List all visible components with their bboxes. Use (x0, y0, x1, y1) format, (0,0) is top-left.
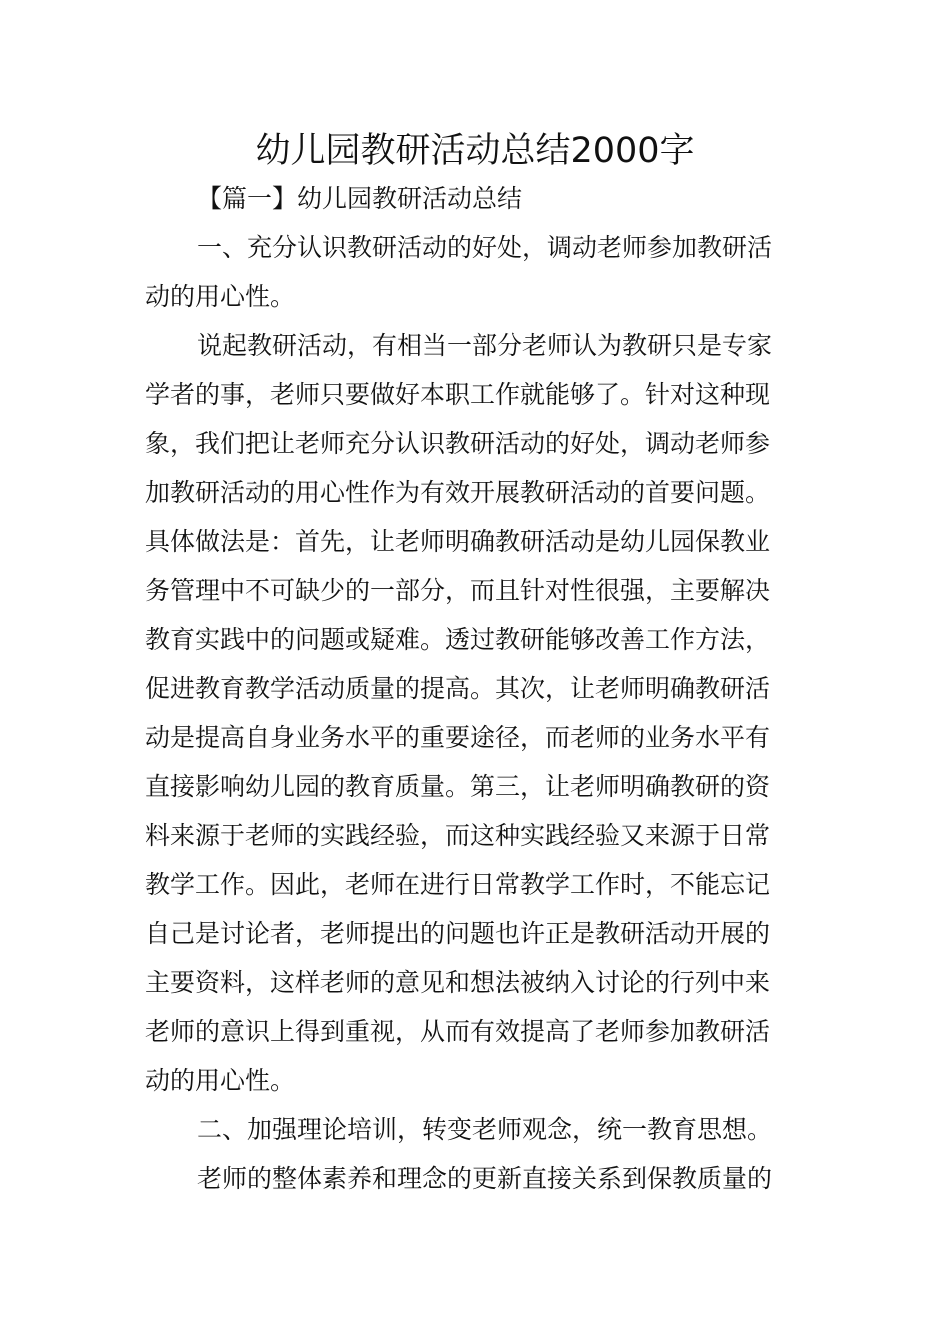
paragraph-line: 说起教研活动，有相当一部分老师认为教研只是专家 (197, 331, 773, 360)
document-body (145, 174, 807, 1203)
paragraph-line: 加教研活动的用心性作为有效开展教研活动的首要问题。 (145, 478, 771, 507)
paragraph-line: 教育实践中的问题或疑难。透过教研能够改善工作方法， (145, 625, 771, 654)
paragraph-line: 动的用心性。 (145, 1066, 296, 1095)
paragraph-line: 自己是讨论者，老师提出的问题也许正是教研活动开展的 (145, 919, 771, 948)
paragraph-line: 直接影响幼儿园的教育质量。第三，让老师明确教研的资 (145, 772, 771, 801)
paragraph-line: 促进教育教学活动质量的提高。其次，让老师明确教研活 (145, 674, 771, 703)
paragraph-line: 动是提高自身业务水平的重要途径，而老师的业务水平有 (145, 723, 771, 752)
document-title: 幼儿园教研活动总结2000字 (255, 131, 695, 171)
paragraph-line: 老师的意识上得到重视，从而有效提高了老师参加教研活 (145, 1017, 771, 1046)
section-heading: 【篇一】幼儿园教研活动总结 (197, 184, 523, 213)
paragraph-line: 务管理中不可缺少的一部分，而且针对性很强，主要解决 (145, 576, 771, 605)
paragraph-line: 具体做法是：首先，让老师明确教研活动是幼儿园保教业 (145, 527, 771, 556)
paragraph-line: 老师的整体素养和理念的更新直接关系到保教质量的 (197, 1164, 773, 1193)
paragraph-line: 主要资料，这样老师的意见和想法被纳入讨论的行列中来 (145, 968, 771, 997)
paragraph-line: 学者的事，老师只要做好本职工作就能够了。针对这种现 (145, 380, 771, 409)
paragraph-line: 教学工作。因此，老师在进行日常教学工作时，不能忘记 (145, 870, 771, 899)
paragraph-line: 二、加强理论培训，转变老师观念，统一教育思想。 (197, 1115, 773, 1144)
paragraph-line: 一、充分认识教研活动的好处，调动老师参加教研活 (197, 233, 773, 262)
paragraph-line: 料来源于老师的实践经验，而这种实践经验又来源于日常 (145, 821, 771, 850)
paragraph-line: 动的用心性。 (145, 282, 296, 311)
paragraph-line: 象，我们把让老师充分认识教研活动的好处，调动老师参 (145, 429, 771, 458)
